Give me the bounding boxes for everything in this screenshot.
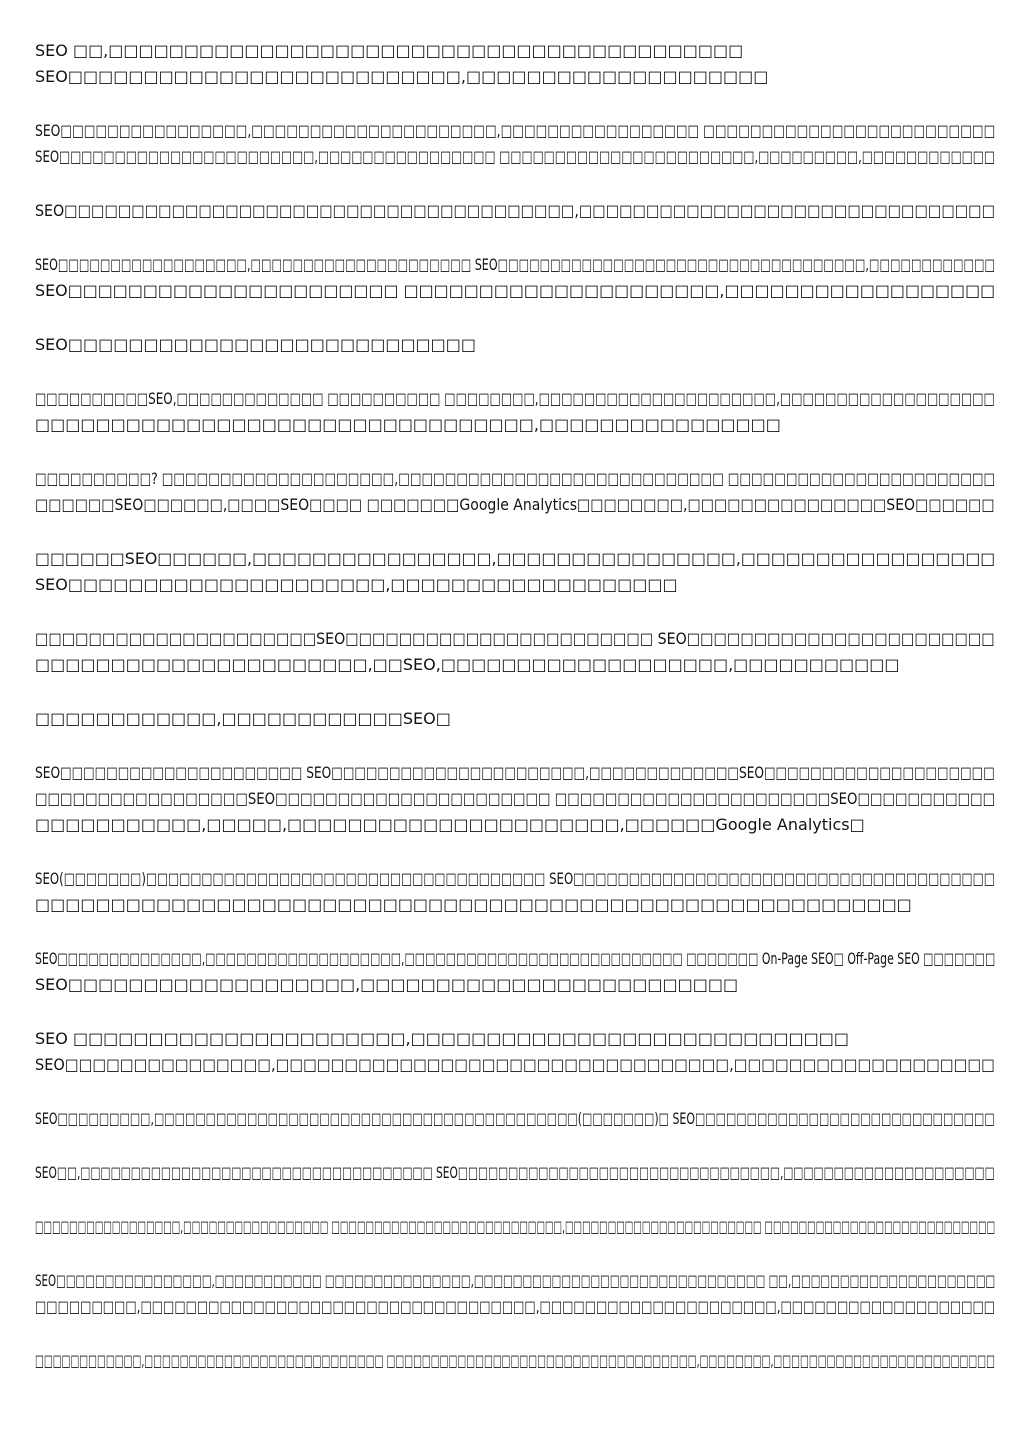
text-line: SEO □□,□□□□□□□□□□□□□□□□□□□□□□□□□□□□□□□□□□□□□□□□□□ <box>35 41 744 60</box>
text-line: □□□□□□□□□□□□□□□□□,□□□□□□□□□□□□□□□□□ □□□□□□□□□□□□□□□□□□□□□□□□□□□,□□□□□□□□□□□□□□□□□□□□□□□ □□□□□□□□□□□□□□□□□□□□□□□□□□□ <box>35 1217 996 1236</box>
text-line: SEO□□□□□□□□□□□□□□,□□□□□□□□□□□□□□□□□□□,□□□□□□□□□□□□□□□□□□□□□□□□□□□ □□□□□□□ On-Page SEO□ Off-Page SEO □□□□□□□ <box>35 949 996 968</box>
text-line: SEO□□□□□□□□□□□□□□□□,□□□□□□□□□□□□□□□□□□□□□,□□□□□□□□□□□□□□□□□ □□□□□□□□□□□□□□□□□□□□□□□□□ <box>35 121 996 140</box>
paragraph <box>35 1106 995 1132</box>
text-line: □□□□□□□□□□□□,□□□□□□□□□□□□□□□□□□□□□□□□□□□ □□□□□□□□□□□□□□□□□□□□□□□□□□□□□□□□□□□,□□□□□□□□,□□□□□□□□□□□□□□□□□□□□□□□□□ <box>35 1351 995 1370</box>
text-line: □□□□□□□□□□□,□□□□□,□□□□□□□□□□□□□□□□□□□□□□,□□□□□□Google Analytics□ <box>35 815 865 834</box>
paragraph <box>35 1026 995 1078</box>
text-line: SEO(□□□□□□□)□□□□□□□□□□□□□□□□□□□□□□□□□□□□□□□□□□□□ SEO□□□□□□□□□□□□□□□□□□□□□□□□□□□□□□□□□□□□□□ <box>35 869 995 888</box>
paragraph <box>35 946 995 998</box>
paragraph <box>35 706 995 732</box>
text-line: SEO□□□□□□□□□□□□□□□□□□,□□□□□□□□□□□□□□□□□□□□□ SEO□□□□□□□□□□□□□□□□□□□□□□□□□□□□□□□□□□□,□□□□□□□□□□□□ <box>35 255 996 274</box>
text-line: SEO□□□□□□□□□□□□□□□□□□□,□□□□□□□□□□□□□□□□□□□□□□□□□ <box>35 975 739 994</box>
text-line: SEO□□□□□□□□□□□□□□□□□□□□□□ □□□□□□□□□□□□□□□□□□□□□,□□□□□□□□□□□□□□□□□□ <box>35 281 996 300</box>
paragraph <box>35 252 995 304</box>
text-line: SEO□□□□□□□□□□□□□□□□,□□□□□□□□□□□ □□□□□□□□□□□□□□□,□□□□□□□□□□□□□□□□□□□□□□□□□□□□□□ □□,□□□□□□□□□□□□□□□□□□□□□ <box>35 1271 996 1290</box>
text-line: SEO□□□□□□□□□,□□□□□□□□□□□□□□□□□□□□□□□□□□□□□□□□□□□□□□□□□(□□□□□□□)□ SEO□□□□□□□□□□□□□□□□□□□□□□□□□□□□□ <box>35 1109 995 1128</box>
text-line: □□□□□□□□□□□□□□□□□SEO□□□□□□□□□□□□□□□□□□□□□□ □□□□□□□□□□□□□□□□□□□□□□SEO□□□□□□□□□□□ <box>35 789 996 808</box>
paragraph <box>35 866 995 918</box>
document-page <box>35 38 995 1402</box>
paragraph <box>35 1160 995 1186</box>
text-line: SEO□□□□□□□□□□□□□□□□□□□□□ SEO□□□□□□□□□□□□□□□□□□□□□□,□□□□□□□□□□□□□SEO□□□□□□□□□□□□□□□□□□□□ <box>35 763 995 782</box>
text-line: □□□□□□□□□□□□,□□□□□□□□□□□□SEO□ <box>35 709 451 728</box>
text-line: □□□□□□□□□□SEO,□□□□□□□□□□□□□ □□□□□□□□□□ □□□□□□□□,□□□□□□□□□□□□□□□□□□□□□,□□□□□□□□□□□□□□□□□□□ <box>35 389 995 408</box>
text-line: □□□□□□□□□□□□□□□□□□□□□□□□□□□□□□□□□,□□□□□□□□□□□□□□□□ <box>35 415 781 434</box>
paragraph <box>35 332 995 358</box>
paragraph <box>35 38 995 90</box>
text-line: SEO □□□□□□□□□□□□□□□□□□□□□□,□□□□□□□□□□□□□□□□□□□□□□□□□□□□□ <box>35 1029 850 1048</box>
paragraph <box>35 626 995 678</box>
text-line: SEO□□□□□□□□□□□□□□□□□□□□□□□□□□□ <box>35 335 477 354</box>
text-line: □□□□□□SEO□□□□□□,□□□□□□□□□□□□□□□□,□□□□□□□□□□□□□□□□,□□□□□□□□□□□□□□□□□ <box>35 549 996 568</box>
text-line: □□□□□□SEO□□□□□□,□□□□SEO□□□□ □□□□□□□Google Analytics□□□□□□□□,□□□□□□□□□□□□□□□SEO□□□□□□ <box>35 495 995 514</box>
text-line: □□□□□□□□□□□□□□□□□□□□□□□□□□□□□□□□□□□□□□□□□□□□□□□□□□□□□□□□□□ <box>35 895 912 914</box>
paragraph <box>35 1268 995 1320</box>
paragraph <box>35 118 995 170</box>
paragraph <box>35 386 995 438</box>
text-line: □□□□□□□□□□□□□□□□□□□□□□,□□SEO,□□□□□□□□□□□□□□□□□□□,□□□□□□□□□□□ <box>35 655 900 674</box>
text-line: SEO□□□□□□□□□□□□□□□□□□□□□□□□□□,□□□□□□□□□□□□□□□□□□□□ <box>35 67 769 86</box>
text-line: □□□□□□□□□□□□□□□□□□□□□SEO□□□□□□□□□□□□□□□□□□□□□□□ SEO□□□□□□□□□□□□□□□□□□□□□□□ <box>35 629 995 648</box>
text-line: SEO□□□□□□□□□□□□□□□,□□□□□□□□□□□□□□□□□□□□□□□□□□□□□□□□□,□□□□□□□□□□□□□□□□□□□ <box>35 1055 995 1074</box>
text-line: SEO□□□□□□□□□□□□□□□□□□□□□□□□□□□□□□□□□□□□□□,□□□□□□□□□□□□□□□□□□□□□□□□□□□□□□□ <box>35 201 996 220</box>
text-line: SEO□□□□□□□□□□□□□□□□□□□□□□□,□□□□□□□□□□□□□□□□ □□□□□□□□□□□□□□□□□□□□□□□,□□□□□□□□□,□□□□□□□□□□□□ <box>35 147 995 166</box>
paragraph <box>35 760 995 838</box>
text-line: SEO□□,□□□□□□□□□□□□□□□□□□□□□□□□□□□□□□□□□□□ SEO□□□□□□□□□□□□□□□□□□□□□□□□□□□□□□□□,□□□□□□□□□□□□□□□□□□□□□ <box>35 1163 995 1182</box>
paragraph <box>35 198 995 224</box>
paragraph <box>35 466 995 518</box>
paragraph <box>35 1214 995 1240</box>
text-line: □□□□□□□□□□? □□□□□□□□□□□□□□□□□□□□,□□□□□□□□□□□□□□□□□□□□□□□□□□□□ □□□□□□□□□□□□□□□□□□□□□□□ <box>35 469 996 488</box>
paragraph <box>35 1348 995 1374</box>
paragraph <box>35 546 995 598</box>
text-line: □□□□□□□□□,□□□□□□□□□□□□□□□□□□□□□□□□□□□□□□□□□□□,□□□□□□□□□□□□□□□□□□□□□,□□□□□□□□□□□□□□□□□□□ <box>35 1297 996 1316</box>
text-line: SEO□□□□□□□□□□□□□□□□□□□□□,□□□□□□□□□□□□□□□□□□□ <box>35 575 678 594</box>
